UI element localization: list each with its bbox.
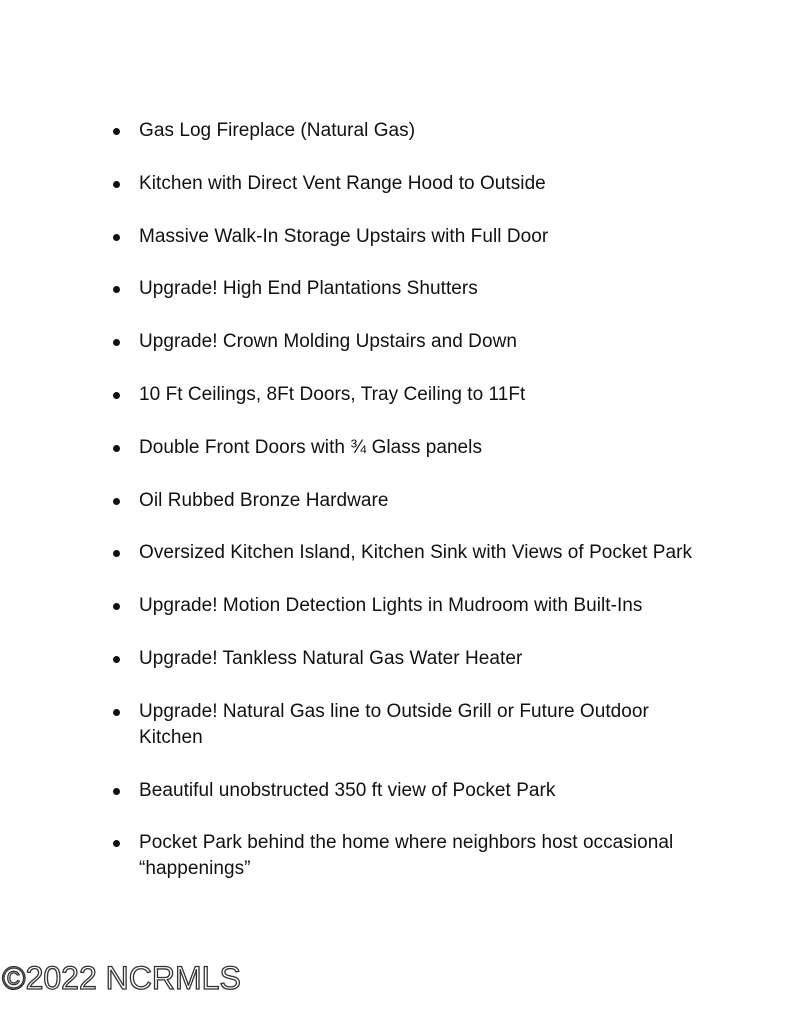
bullet-icon — [113, 788, 120, 795]
bullet-icon — [113, 709, 120, 716]
bullet-icon — [113, 603, 120, 610]
list-item — [113, 646, 713, 672]
feature-text: Upgrade! Crown Molding Upstairs and Down — [139, 331, 517, 353]
list-item — [113, 699, 713, 751]
feature-text: Pocket Park behind the home where neighbors host occasional “happenings” — [139, 832, 674, 880]
list-item — [113, 171, 713, 197]
copyright-watermark: ©2022 NCRMLS — [2, 960, 241, 996]
bullet-icon — [113, 181, 120, 188]
feature-text: Upgrade! Tankless Natural Gas Water Heater — [139, 647, 523, 669]
list-item — [113, 329, 713, 355]
feature-text: Upgrade! High End Plantations Shutters — [139, 278, 478, 300]
feature-text: 10 Ft Ceilings, 8Ft Doors, Tray Ceiling to 11Ft — [139, 383, 526, 405]
list-item — [113, 830, 713, 882]
bullet-icon — [113, 339, 120, 346]
bullet-icon — [113, 656, 120, 663]
list-item — [113, 382, 713, 408]
feature-text: Gas Log Fireplace (Natural Gas) — [139, 120, 416, 141]
feature-list — [113, 118, 713, 909]
list-item — [113, 540, 713, 566]
list-item — [113, 118, 713, 144]
bullet-icon — [113, 128, 120, 135]
list-item — [113, 435, 713, 461]
list-item — [113, 224, 713, 250]
bullet-icon — [113, 286, 120, 293]
feature-text: Upgrade! Natural Gas line to Outside Grill or Future Outdoor Kitchen — [139, 700, 649, 748]
feature-text: Upgrade! Motion Detection Lights in Mudroom with Built-Ins — [139, 595, 643, 617]
list-item — [113, 593, 713, 619]
feature-text: Oversized Kitchen Island, Kitchen Sink with Views of Pocket Park — [139, 542, 693, 564]
feature-text: Double Front Doors with ¾ Glass panels — [139, 436, 482, 458]
list-item — [113, 778, 713, 804]
bullet-icon — [113, 840, 120, 847]
bullet-icon — [113, 234, 120, 241]
bullet-icon — [113, 550, 120, 557]
list-item — [113, 276, 713, 302]
feature-text: Oil Rubbed Bronze Hardware — [139, 489, 389, 511]
bullet-icon — [113, 445, 120, 452]
list-item — [113, 488, 713, 514]
bullet-icon — [113, 392, 120, 399]
feature-text: Beautiful unobstructed 350 ft view of Pocket Park — [139, 779, 556, 801]
feature-text: Kitchen with Direct Vent Range Hood to Outside — [139, 172, 546, 194]
feature-text: Massive Walk-In Storage Upstairs with Full Door — [139, 225, 549, 247]
bullet-icon — [113, 498, 120, 505]
